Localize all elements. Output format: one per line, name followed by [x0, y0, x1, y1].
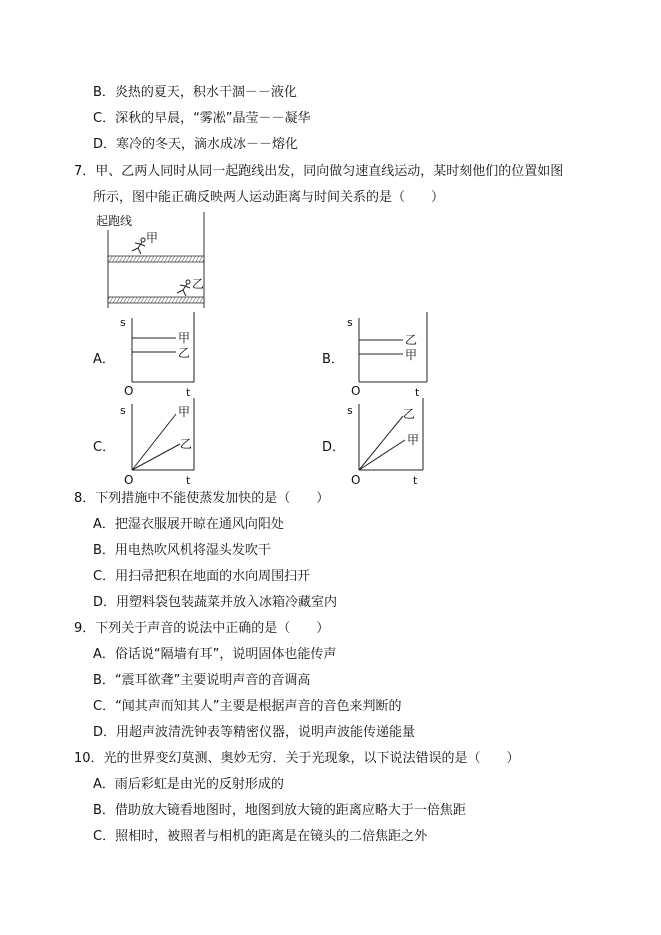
runner-a-label: 甲	[146, 231, 159, 245]
runner-a-icon	[132, 238, 145, 254]
graph-b-upper: 乙	[405, 333, 418, 347]
question-9-option-c: C．“闻其声而知其人”主要是根据声音的音色来判断的	[93, 699, 402, 714]
graph-c-label: C．	[93, 440, 116, 455]
graph-a	[118, 312, 210, 398]
graph-c	[118, 398, 210, 488]
graph-b-origin: O	[351, 384, 361, 398]
question-9-stem: 9．下列关于声音的说法中正确的是（ ）	[74, 621, 330, 636]
option-d-text: D．寒冷的冬天，滴水成冰－－熔化	[93, 137, 299, 152]
start-line-label: 起跑线	[96, 214, 133, 228]
graph-c-upper: 甲	[178, 405, 191, 419]
question-8-stem: 8．下列措施中不能使蒸发加快的是（ ）	[74, 491, 330, 506]
graph-d-s: s	[347, 404, 353, 417]
graph-a-lower: 乙	[178, 346, 191, 360]
graph-d-upper: 乙	[403, 407, 416, 421]
graph-d-t: t	[413, 474, 418, 487]
runner-b-icon	[177, 280, 190, 296]
graph-a-origin: O	[124, 384, 134, 398]
graph-c-s: s	[120, 404, 126, 417]
question-10-option-a: A．雨后彩虹是由光的反射形成的	[93, 777, 284, 792]
graph-d	[345, 398, 437, 488]
option-c-text: C．深秋的早晨，“雾凇”晶莹－－凝华	[93, 111, 311, 126]
graph-a-s: s	[120, 316, 126, 329]
question-8-option-c: C．用扫帚把积在地面的水向周围扫开	[93, 569, 311, 584]
question-8-option-d: D．用塑料袋包装蔬菜并放入冰箱冷藏室内	[93, 595, 338, 610]
option-b-text: B．炎热的夏天，积水干涸－－液化	[93, 85, 297, 100]
graph-d-origin: O	[351, 473, 361, 487]
question-7-line-2: 所示，图中能正确反映两人运动距离与时间关系的是（ ）	[93, 190, 445, 205]
graph-d-label: D．	[322, 440, 346, 455]
question-10-option-c: C．照相时，被照者与相机的距离是在镜头的二倍焦距之外	[93, 829, 428, 844]
graph-d-lower: 甲	[407, 433, 420, 447]
question-9-option-b: B．“震耳欲聋”主要说明声音的音调高	[93, 673, 311, 688]
question-9-option-a: A．俗话说“隔墙有耳”，说明固体也能传声	[93, 647, 337, 662]
question-10-stem: 10．光的世界变幻莫测、奥妙无穷．关于光现象，以下说法错误的是（ ）	[74, 751, 520, 766]
graph-b-lower: 甲	[405, 348, 418, 362]
graph-a-label: A．	[93, 352, 115, 367]
graph-a-upper: 甲	[178, 331, 191, 345]
question-8-option-b: B．用电热吹风机将湿头发吹干	[93, 543, 271, 558]
question-10-option-b: B．借助放大镜看地图时，地图到放大镜的距离应略大于一倍焦距	[93, 803, 466, 818]
question-8-option-a: A．把湿衣服展开晾在通风向阳处	[93, 517, 284, 532]
track-figure	[96, 212, 212, 310]
graph-c-lower: 乙	[180, 437, 193, 451]
graph-a-t: t	[186, 386, 191, 398]
question-7-line-1: 7．甲、乙两人同时从同一起跑线出发，同向做匀速直线运动，某时刻他们的位置如图	[74, 164, 564, 179]
question-9-option-d: D．用超声波清洗钟表等精密仪器，说明声波能传递能量	[93, 725, 416, 740]
graph-b	[345, 312, 437, 398]
graph-b-s: s	[347, 316, 353, 329]
graph-b-t: t	[415, 386, 420, 398]
graph-c-t: t	[186, 474, 191, 487]
runner-b-label: 乙	[192, 277, 205, 291]
graph-b-label: B．	[322, 352, 344, 367]
graph-c-origin: O	[124, 473, 134, 487]
